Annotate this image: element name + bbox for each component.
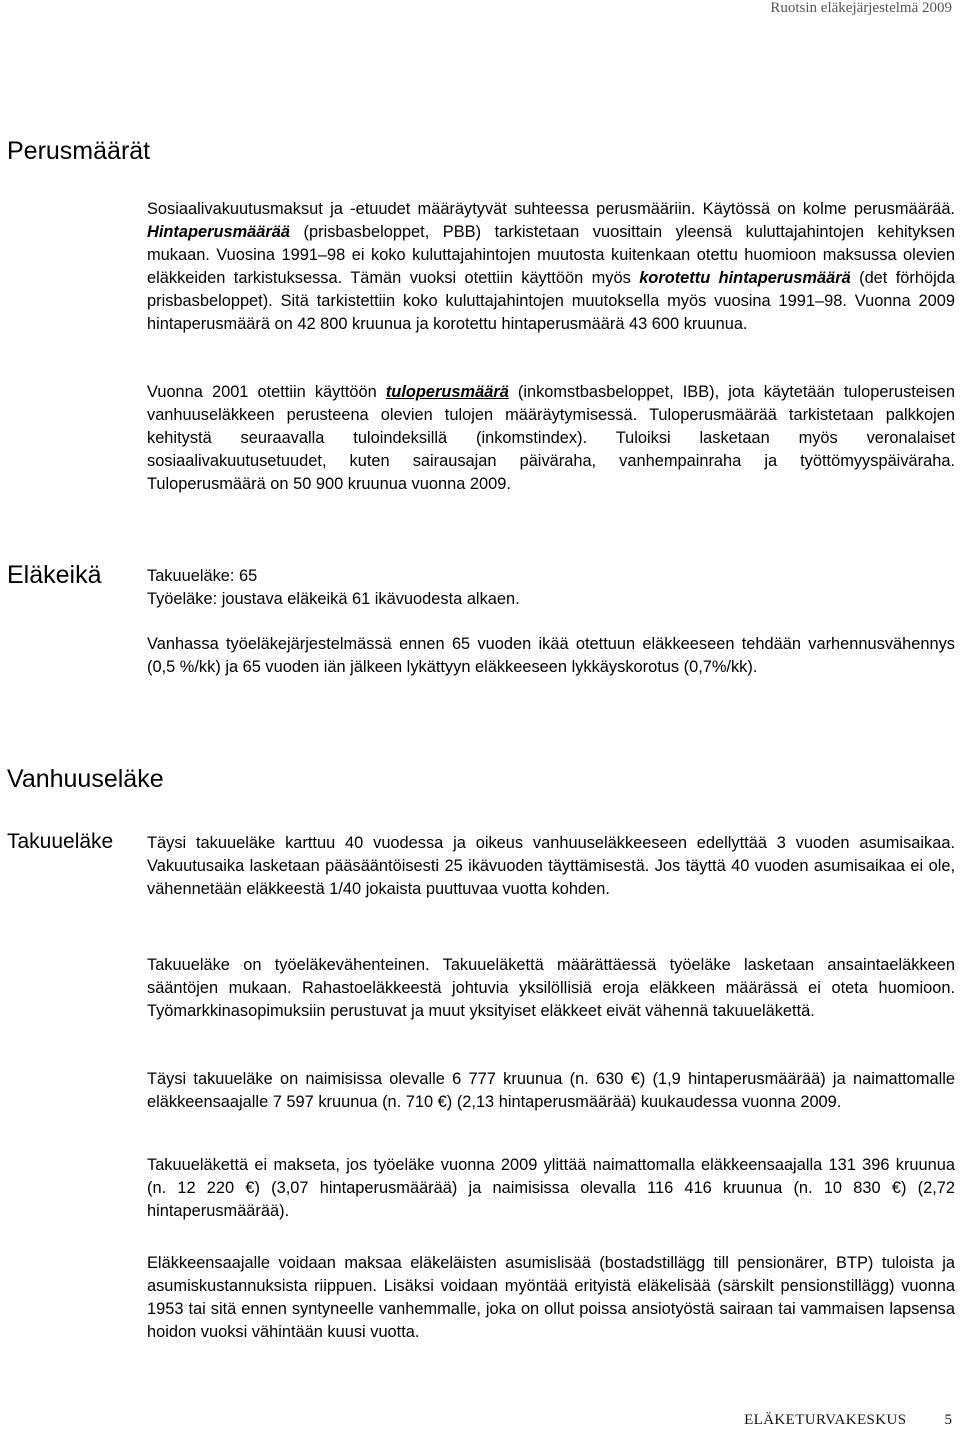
paragraph-elakeika: Vanhassa työeläkejärjestelmässä ennen 65 vuoden ikää otettuun eläkkeeseen tehdään varhennusvähennys (0,5 %/kk) ja 65 vuoden iän jälkeen lykättyyn eläkkeeseen lykkäyskorotus (0,7%/kk).	[147, 635, 955, 676]
running-header: Ruotsin eläkejärjestelmä 2009	[770, 0, 952, 16]
paragraph-takuuelake-3: Täysi takuueläke on naimisissa olevalle 6 777 kruunua (n. 630 €) (1,9 hintaperusmäärää) ja naimattomalle eläkkeensaajalle 7 597 kruunua (n. 710 €) (2,13 hintaperusmäärää) kuukaudessa vuonna 2009.	[147, 1070, 955, 1111]
elakeika-tyoelake: Työeläke: joustava eläkeikä 61 ikävuodesta alkaen.	[147, 590, 520, 608]
elakeika-summary	[147, 565, 955, 611]
term-korotettu-hintaperusmaara: korotettu hintaperusmäärä	[639, 269, 851, 287]
text-segment: Sosiaalivakuutusmaksut ja -etuudet määräytyvät suhteessa perusmääriin. Käytössä on kolme perusmäärää.	[147, 200, 955, 218]
page-number: 5	[944, 1412, 952, 1428]
heading-vanhuuselake: Vanhuuseläke	[7, 765, 164, 793]
paragraph-perusmaarat-2	[147, 381, 955, 496]
term-tuloperusmaara: tuloperusmäärä	[385, 383, 509, 401]
heading-perusmaarat: Perusmäärät	[7, 137, 151, 165]
paragraph-perusmaarat-1	[147, 198, 955, 336]
paragraph-takuuelake-5: Eläkkeensaajalle voidaan maksaa eläkeläisten asumislisää (bostadstillägg till pensionärer, BTP) tuloista ja asumiskustannuksista riippuen. Lisäksi voidaan myöntää erityistä eläkelisää (särskilt pensionstillägg) vuonna 1953 tai sitä ennen syntyneelle vanhemmalle, joka on ollut poissa ansiotyöstä sairaan tai vammaisen lapsensa hoidon vuoksi vähintään kuusi vuotta.	[147, 1254, 955, 1341]
heading-elakeika: Eläkeikä	[7, 561, 102, 589]
footer-organization: ELÄKETURVAKESKUS	[744, 1412, 907, 1428]
term-hintaperusmaara: Hintaperusmäärää	[147, 223, 291, 241]
text-segment: (inkomstbasbeloppet, IBB), jota käytetään tuloperusteisen vanhuuseläkkeen perusteena olevien tulojen määräytymisessä. Tuloperusmäärää tarkistetaan palkkojen kehitystä seuraavalla tuloindeksillä (inkomstindex). Tuloiksi lasketaan myös veronalaiset sosiaalivakuutusetuudet, kuten sairausajan päiväraha, vanhempainraha ja työttömyyspäiväraha. Tuloperusmäärä on 50 900 kruunua vuonna 2009.	[147, 383, 955, 493]
paragraph-takuuelake-2: Takuueläke on työeläkevähenteinen. Takuueläkettä määrättäessä työeläke lasketaan ansaintaeläkkeen sääntöjen mukaan. Rahastoeläkkeestä johtuvia yksilöllisiä eroja eläkkeen määrässä ei oteta huomioon. Työmarkkinasopimuksiin perustuvat ja muut yksityiset eläkkeet eivät vähennä takuueläkettä.	[147, 956, 955, 1020]
paragraph-takuuelake-4: Takuueläkettä ei makseta, jos työeläke vuonna 2009 ylittää naimattomalla eläkkeensaajalla 131 396 kruunua (n. 12 220 €) (3,07 hintaperusmäärää) ja naimisissa olevalla 116 416 kruunua (n. 10 830 €) (2,72 hintaperusmäärää).	[147, 1156, 955, 1220]
paragraph-takuuelake-1: Täysi takuueläke karttuu 40 vuodessa ja oikeus vanhuuseläkkeeseen edellyttää 3 vuoden asumisaikaa. Vakuutusaika lasketaan pääsääntöisesti 25 ikävuoden täyttämisestä. Jos täyttä 40 vuoden asumisaikaa ei ole, vähennetään eläkkeestä 1/40 jokaista puuttuvaa vuotta kohden.	[147, 834, 955, 898]
elakeika-takuuelake: Takuueläke: 65	[147, 567, 258, 585]
text-segment: (det förhöjda prisbasbeloppet). Sitä tarkistettiin koko kuluttajahintojen muutoksella myös vuosina 1991–98. Vuonna 2009 hintaperusmäärä on 42 800 kruunua ja korotettu hintaperusmäärä 43 600 kruunua.	[147, 269, 955, 333]
side-heading-takuuelake: Takuueläke	[7, 830, 114, 853]
text-segment: (prisbasbeloppet, PBB) tarkistetaan vuosittain yleensä kuluttajahintojen kehityksen mukaan. Vuosina 1991–98 ei koko kuluttajahintojen muutosta kuitenkaan otettu huomioon maksussa olevien eläkkeiden tarkistuksessa. Tämän vuoksi otettiin käyttöön myös	[147, 223, 955, 287]
page-footer	[744, 1412, 952, 1429]
text-segment: Vuonna 2001 otettiin käyttöön	[147, 383, 386, 401]
